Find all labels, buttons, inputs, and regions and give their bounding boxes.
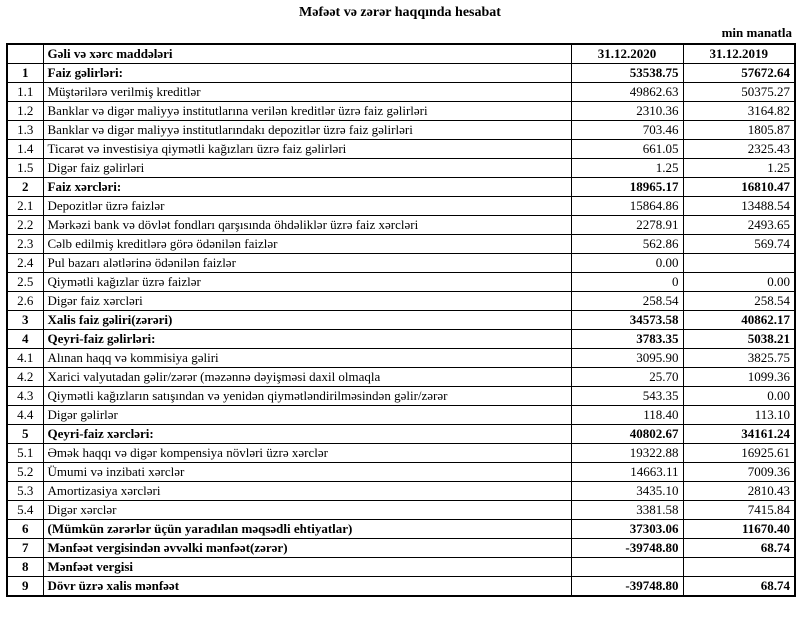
value-2019: 11670.40	[683, 520, 795, 539]
value-2019: 68.74	[683, 577, 795, 597]
row-number: 2.5	[7, 273, 43, 292]
value-2019: 2493.65	[683, 216, 795, 235]
row-label: Banklar və digər maliyyə institutlarındakı depozitlər üzrə faiz gəlirləri	[43, 121, 571, 140]
row-label: Alınan haqq və kommisiya gəliri	[43, 349, 571, 368]
table-row	[7, 292, 795, 311]
row-number: 5.3	[7, 482, 43, 501]
table-row	[7, 406, 795, 425]
value-2020: 25.70	[571, 368, 683, 387]
row-number: 4.3	[7, 387, 43, 406]
row-number: 5	[7, 425, 43, 444]
value-2020: 1.25	[571, 159, 683, 178]
value-2019: 34161.24	[683, 425, 795, 444]
row-number: 4.2	[7, 368, 43, 387]
value-2019: 68.74	[683, 539, 795, 558]
table-row	[7, 273, 795, 292]
row-number: 4.4	[7, 406, 43, 425]
row-number: 2.4	[7, 254, 43, 273]
row-number: 1.3	[7, 121, 43, 140]
row-label: Qeyri-faiz xərcləri:	[43, 425, 571, 444]
table-row	[7, 178, 795, 197]
table-row	[7, 501, 795, 520]
value-2020: 3381.58	[571, 501, 683, 520]
row-label: Banklar və digər maliyyə institutlarına verilən kreditlər üzrə faiz gəlirləri	[43, 102, 571, 121]
table-row	[7, 102, 795, 121]
value-2019: 5038.21	[683, 330, 795, 349]
table-row	[7, 140, 795, 159]
value-2020: -39748.80	[571, 539, 683, 558]
row-number: 5.4	[7, 501, 43, 520]
value-2019: 0.00	[683, 273, 795, 292]
value-2019: 258.54	[683, 292, 795, 311]
value-2019	[683, 254, 795, 273]
value-2020: 703.46	[571, 121, 683, 140]
row-number: 2.6	[7, 292, 43, 311]
value-2019: 1805.87	[683, 121, 795, 140]
value-2020: 0	[571, 273, 683, 292]
value-2019: 50375.27	[683, 83, 795, 102]
table-row	[7, 197, 795, 216]
table-row	[7, 216, 795, 235]
row-number: 5.2	[7, 463, 43, 482]
header-row	[7, 44, 795, 64]
value-2020: 0.00	[571, 254, 683, 273]
row-label: Depozitlər üzrə faizlər	[43, 197, 571, 216]
value-2019: 0.00	[683, 387, 795, 406]
value-2020: 15864.86	[571, 197, 683, 216]
row-label: Qiymətli kağızların satışından və yenidən qiymətləndirilməsindən gəlir/zərər	[43, 387, 571, 406]
value-2019: 1099.36	[683, 368, 795, 387]
row-label: (Mümkün zərərlər üçün yaradılan məqsədli ehtiyatlar)	[43, 520, 571, 539]
row-number: 4	[7, 330, 43, 349]
table-row	[7, 558, 795, 577]
value-2020: 562.86	[571, 235, 683, 254]
value-2019: 2325.43	[683, 140, 795, 159]
table-row	[7, 349, 795, 368]
row-label: Amortizasiya xərcləri	[43, 482, 571, 501]
value-2020: 14663.11	[571, 463, 683, 482]
table-row	[7, 520, 795, 539]
value-2020: 19322.88	[571, 444, 683, 463]
value-2019: 40862.17	[683, 311, 795, 330]
table-row	[7, 463, 795, 482]
value-2019	[683, 558, 795, 577]
table-row	[7, 368, 795, 387]
row-number: 9	[7, 577, 43, 597]
row-label: Digər faiz gəlirləri	[43, 159, 571, 178]
value-2020: 34573.58	[571, 311, 683, 330]
header-cell-items: Gəli və xərc maddələri	[43, 44, 571, 64]
row-number: 2.1	[7, 197, 43, 216]
value-2020: 118.40	[571, 406, 683, 425]
row-label: Digər faiz xərcləri	[43, 292, 571, 311]
row-label: Digər xərclər	[43, 501, 571, 520]
row-number: 1	[7, 64, 43, 83]
row-label: Xarici valyutadan gəlir/zərər (məzənnə dəyişməsi daxil olmaqla	[43, 368, 571, 387]
value-2020: 3783.35	[571, 330, 683, 349]
header-cell-number	[7, 44, 43, 64]
row-label: Pul bazarı alətlərinə ödənilən faizlər	[43, 254, 571, 273]
row-number: 2	[7, 178, 43, 197]
row-label: Xalis faiz gəliri(zərəri)	[43, 311, 571, 330]
value-2019: 3164.82	[683, 102, 795, 121]
row-label: Ticarət və investisiya qiymətli kağızları üzrə faiz gəlirləri	[43, 140, 571, 159]
value-2020: 37303.06	[571, 520, 683, 539]
row-label: Dövr üzrə xalis mənfəət	[43, 577, 571, 597]
row-label: Qiymətli kağızlar üzrə faizlər	[43, 273, 571, 292]
header-cell-date-2019: 31.12.2019	[683, 44, 795, 64]
value-2020: 543.35	[571, 387, 683, 406]
table-row	[7, 444, 795, 463]
row-label: Faiz gəlirləri:	[43, 64, 571, 83]
row-label: Mərkəzi bank və dövlət fondları qarşısında öhdəliklər üzrə faiz xərcləri	[43, 216, 571, 235]
row-label: Qeyri-faiz gəlirləri:	[43, 330, 571, 349]
table-row	[7, 83, 795, 102]
row-number: 1.1	[7, 83, 43, 102]
row-number: 1.2	[7, 102, 43, 121]
table-row	[7, 64, 795, 83]
value-2020: 2278.91	[571, 216, 683, 235]
row-label: Ümumi və inzibati xərclər	[43, 463, 571, 482]
row-number: 2.3	[7, 235, 43, 254]
value-2020: 49862.63	[571, 83, 683, 102]
table-row	[7, 539, 795, 558]
table-row	[7, 425, 795, 444]
table-row	[7, 159, 795, 178]
value-2019: 113.10	[683, 406, 795, 425]
value-2020: 258.54	[571, 292, 683, 311]
row-label: Digər gəlirlər	[43, 406, 571, 425]
value-2019: 13488.54	[683, 197, 795, 216]
value-2019: 1.25	[683, 159, 795, 178]
table-row	[7, 254, 795, 273]
row-label: Müştərilərə verilmiş kreditlər	[43, 83, 571, 102]
value-2020: 40802.67	[571, 425, 683, 444]
value-2019: 569.74	[683, 235, 795, 254]
value-2020: 18965.17	[571, 178, 683, 197]
row-number: 1.5	[7, 159, 43, 178]
row-label: Cəlb edilmiş kreditlərə görə ödənilən faizlər	[43, 235, 571, 254]
row-label: Faiz xərcləri:	[43, 178, 571, 197]
value-2020: -39748.80	[571, 577, 683, 597]
row-number: 5.1	[7, 444, 43, 463]
value-2019: 16925.61	[683, 444, 795, 463]
table-row	[7, 577, 795, 597]
table-body	[7, 64, 795, 597]
row-label: Mənfəət vergisi	[43, 558, 571, 577]
table-row	[7, 121, 795, 140]
value-2019: 3825.75	[683, 349, 795, 368]
row-label: Mənfəət vergisindən əvvəlki mənfəət(zərər)	[43, 539, 571, 558]
page-title: Məfəət və zərər haqqında hesabat	[299, 5, 501, 20]
table-row	[7, 482, 795, 501]
row-label: Əmək haqqı və digər kompensiya növləri üzrə xərclər	[43, 444, 571, 463]
table-row	[7, 235, 795, 254]
value-2020: 2310.36	[571, 102, 683, 121]
value-2019: 7009.36	[683, 463, 795, 482]
table-header	[7, 44, 795, 64]
value-2019: 2810.43	[683, 482, 795, 501]
row-number: 8	[7, 558, 43, 577]
value-2020: 661.05	[571, 140, 683, 159]
table-row	[7, 387, 795, 406]
table-row	[7, 311, 795, 330]
unit-label: min manatla	[721, 25, 792, 40]
value-2020: 3435.10	[571, 482, 683, 501]
table-row	[7, 330, 795, 349]
value-2020	[571, 558, 683, 577]
value-2020: 3095.90	[571, 349, 683, 368]
row-number: 1.4	[7, 140, 43, 159]
value-2020: 53538.75	[571, 64, 683, 83]
value-2019: 16810.47	[683, 178, 795, 197]
value-2019: 7415.84	[683, 501, 795, 520]
row-number: 6	[7, 520, 43, 539]
value-2019: 57672.64	[683, 64, 795, 83]
row-number: 7	[7, 539, 43, 558]
row-number: 3	[7, 311, 43, 330]
header-cell-date-2020: 31.12.2020	[571, 44, 683, 64]
row-number: 2.2	[7, 216, 43, 235]
row-number: 4.1	[7, 349, 43, 368]
income-statement-table	[6, 43, 796, 597]
